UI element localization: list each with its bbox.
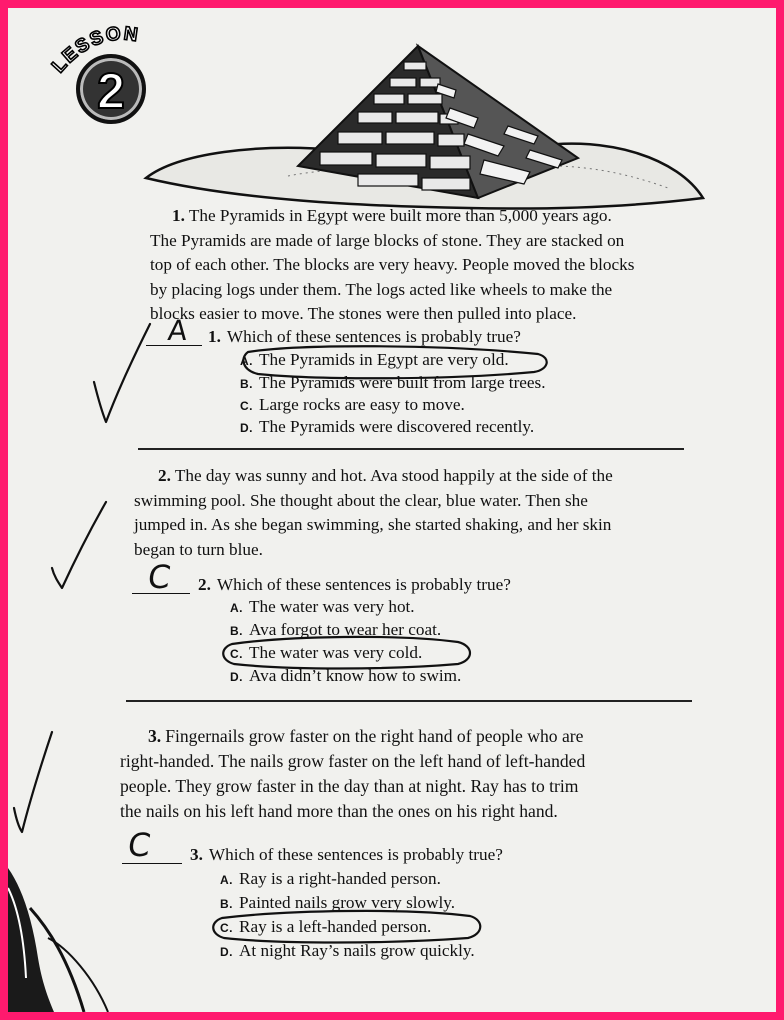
answer-1-handwritten: A: [166, 314, 189, 347]
question-1: 1. Which of these sentences is probably true?: [208, 327, 521, 346]
passage-2: [134, 464, 694, 562]
option-3b[interactable]: B. Painted nails grow very slowly.: [220, 893, 456, 912]
option-2d[interactable]: D. Ava didn’t know how to swim.: [230, 666, 462, 685]
check-mark-2: [46, 498, 116, 594]
option-1c[interactable]: C. Large rocks are easy to move.: [240, 395, 465, 414]
passage-2-line-1: 2. The day was sunny and hot. Ava stood happily at the side of the: [158, 466, 613, 485]
question-3: 3. Which of these sentences is probably true?: [190, 845, 503, 864]
passage-1-line-3: top of each other. The blocks are very heavy. People moved the blocks: [150, 255, 635, 274]
answer-2-handwritten: C: [145, 558, 174, 596]
passage-3-line-3: people. They grow faster in the day than at night. Ray has to trim: [120, 776, 579, 796]
answer-blank-1[interactable]: [146, 314, 202, 347]
option-1d[interactable]: D. The Pyramids were discovered recently.: [240, 417, 535, 436]
worksheet-page: [8, 8, 776, 1012]
passage-3: [120, 724, 700, 824]
option-3c[interactable]: C. Ray is a left-handed person.: [220, 917, 432, 936]
passage-1-line-5: blocks easier to move. The stones were then pulled into place.: [150, 304, 577, 323]
divider-1: [138, 448, 684, 450]
answer-blank-2[interactable]: [132, 558, 190, 596]
option-1a[interactable]: A. The Pyramids in Egypt are very old.: [240, 350, 509, 369]
answer-3-handwritten: C: [125, 826, 154, 864]
option-2b[interactable]: B. Ava forgot to wear her coat.: [230, 620, 442, 639]
passage-1-line-4: by placing logs under them. The logs acted like wheels to make the: [150, 279, 613, 299]
passage-2-line-3: jumped in. As she began swimming, she started shaking, and her skin: [134, 515, 612, 534]
divider-2: [126, 700, 692, 702]
option-3d[interactable]: D. At night Ray’s nails grow quickly.: [220, 941, 475, 960]
passage-1-line-2: The Pyramids are made of large blocks of stone. They are stacked on: [150, 230, 625, 250]
passage-3-line-4: the nails on his left hand more than the ones on his right hand.: [120, 801, 558, 821]
passage-1: [150, 204, 690, 327]
lesson-number: 2: [97, 63, 125, 119]
question-2: 2. Which of these sentences is probably true?: [198, 575, 511, 594]
check-mark-3: [10, 728, 60, 838]
passage-2-line-4: began to turn blue.: [134, 539, 263, 559]
passage-2-line-2: swimming pool. She thought about the clear, blue water. Then she: [134, 490, 588, 510]
passage-3-line-1: 3. Fingernails grow faster on the right hand of people who are: [148, 726, 584, 746]
option-1b[interactable]: B. The Pyramids were built from large trees.: [240, 373, 546, 392]
lesson-label-text: LESSON: [48, 23, 141, 78]
answer-blank-3[interactable]: [122, 826, 182, 864]
option-2c[interactable]: C. The water was very cold.: [230, 643, 423, 662]
option-3a[interactable]: A. Ray is a right-handed person.: [220, 869, 441, 888]
lesson-number-circle: [76, 54, 146, 124]
corner-decoration: [8, 848, 128, 1012]
pyramid-illustration: [138, 38, 708, 213]
option-2a[interactable]: A. The water was very hot.: [230, 597, 415, 616]
passage-1-line-1: 1. The Pyramids in Egypt were built more than 5,000 years ago.: [172, 206, 612, 225]
passage-3-line-2: right-handed. The nails grow faster on the left hand of left-handed: [120, 751, 586, 771]
